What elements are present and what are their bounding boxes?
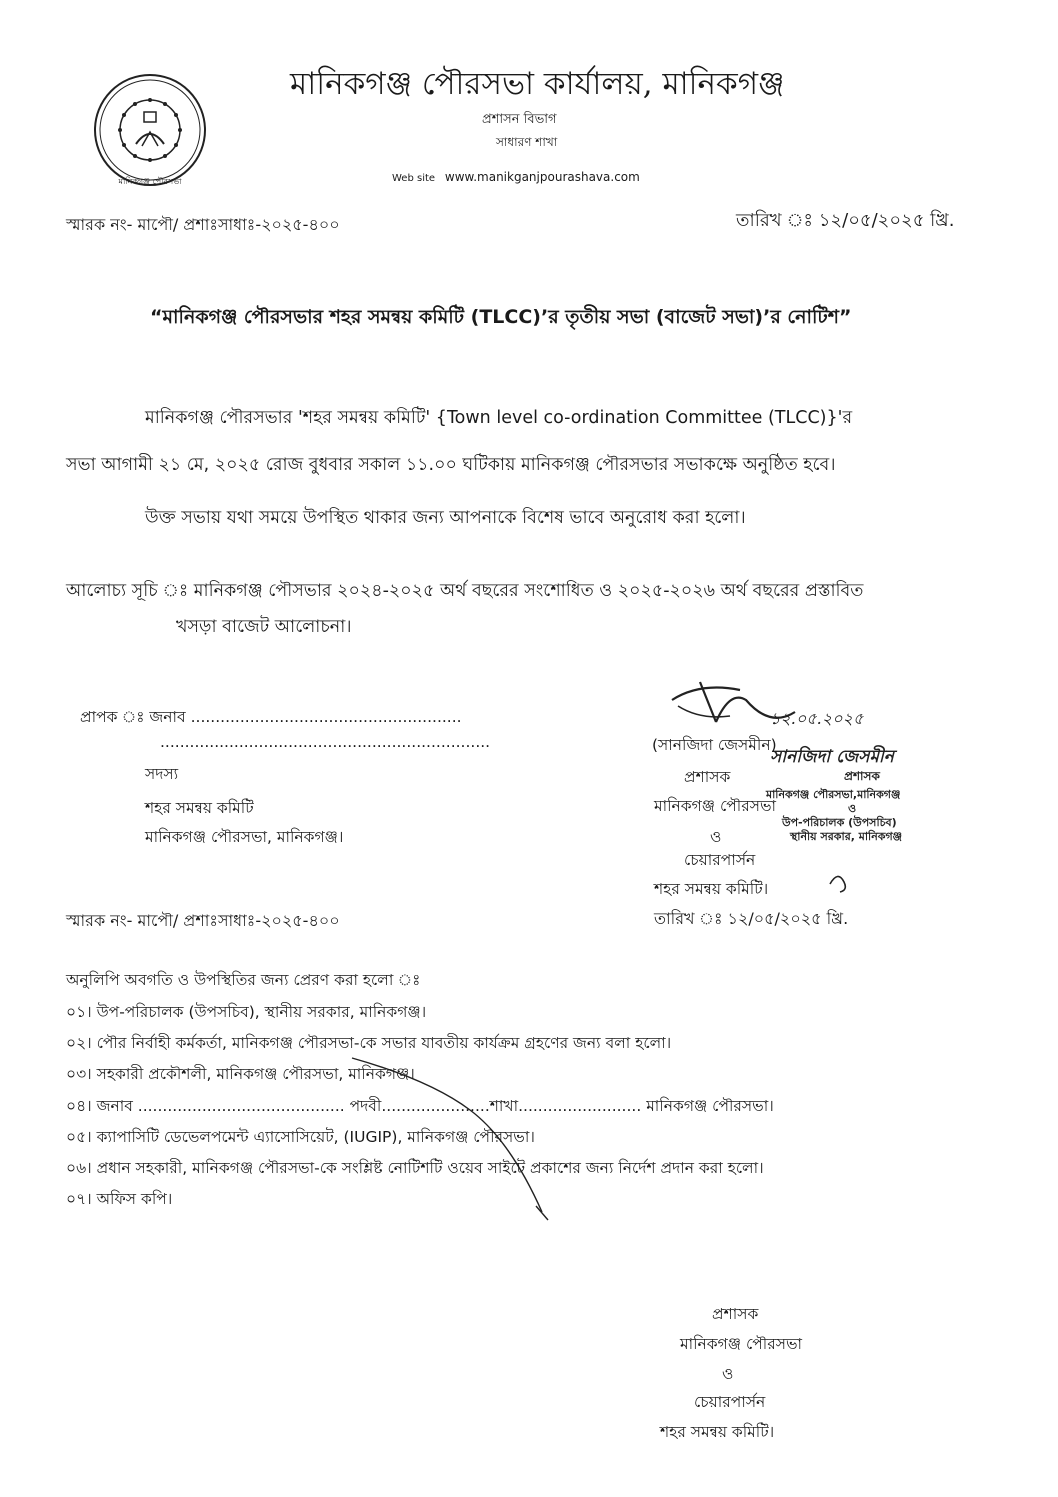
footer-office: মানিকগঞ্জ পৌরসভা — [680, 1335, 803, 1353]
copy-list-item: ০১। উপ-পরিচালক (উপসচিব), স্থানীয় সরকার, মানিকগঞ্জ। — [66, 1003, 427, 1021]
svg-text:মানিকগঞ্জ পৌরসভা: মানিকগঞ্জ পৌরসভা — [118, 177, 182, 186]
svg-text:উপ-পরিচালক (উপসচিব): উপ-পরিচালক (উপসচিব) — [782, 816, 897, 829]
recipient-office: মানিকগঞ্জ পৌরসভা, মানিকগঞ্জ। — [145, 828, 344, 846]
recipient-line-2: ................................................................... — [160, 733, 491, 751]
signatory-committee: শহর সমন্বয় কমিটি। — [654, 880, 769, 898]
notice-subject: “মানিকগঞ্জ পৌরসভার শহর সমন্বয় কমিটি (TLCC)’র তৃতীয় সভা (বাজেট সভা)’র নোটিশ” — [150, 306, 852, 328]
svg-text:মানিকগঞ্জ পৌরসভা,মানিকগঞ্জ: মানিকগঞ্জ পৌরসভা,মানিকগঞ্জ — [766, 788, 901, 801]
body-paragraph-1-line-1: মানিকগঞ্জ পৌরসভার 'শহর সমন্বয় কমিটি' {Town level co-ordination Committee (TLCC)}'র — [145, 408, 853, 428]
body-paragraph-2: উক্ত সভায় যথা সময়ে উপস্থিত থাকার জন্য আপনাকে বিশেষ ভাবে অনুরোধ করা হলো। — [145, 508, 746, 528]
signatory-role: চেয়ারপার্সন — [684, 851, 756, 869]
copy-list-item: ০২। পৌর নির্বাহী কর্মকর্তা, মানিকগঞ্জ পৌরসভা-কে সভার যাবতীয় কার্যক্রম গ্রহণের জন্য বলা হলো। — [66, 1034, 672, 1053]
copy-reference: স্মারক নং- মাপৌ/ প্রশাঃসাধাঃ-২০২৫-৪০০ — [66, 911, 340, 930]
recipient-committee: শহর সমন্বয় কমিটি — [145, 799, 254, 817]
copy-list-item: ০৩। সহকারী প্রকৌশলী, মানিকগঞ্জ পৌরসভা, মানিকগঞ্জ। — [66, 1065, 415, 1084]
svg-text:১২.০৫.২০২৫: ১২.০৫.২০২৫ — [770, 709, 864, 728]
svg-text:স্থানীয় সরকার, মানিকগঞ্জ: স্থানীয় সরকার, মানিকগঞ্জ — [790, 830, 903, 843]
copy-list-title: অনুলিপি অবগতি ও উপস্থিতির জন্য প্রেরণ করা হলো ঃ — [66, 971, 421, 989]
footer-conjunction: ও — [722, 1365, 734, 1383]
body-paragraph-1-line-2: সভা আগামী ২১ মে, ২০২৫ রোজ বুধবার সকাল ১১.০০ ঘটিকায় মানিকগঞ্জ পৌরসভার সভাকক্ষে অনুষ্ঠিত হবে। — [66, 455, 836, 475]
signatory-name: (সানজিদা জেসমীন) — [652, 736, 777, 754]
agenda-line-2: খসড়া বাজেট আলোচনা। — [176, 617, 352, 637]
website-label: Web site — [392, 173, 436, 184]
footer-committee: শহর সমন্বয় কমিটি। — [660, 1423, 775, 1441]
svg-text:প্রশাসক: প্রশাসক — [844, 769, 880, 783]
footer-title: প্রশাসক — [712, 1305, 759, 1323]
memo-date: তারিখ ঃ ১২/০৫/২০২৫ খ্রি. — [736, 210, 955, 231]
signatory-title: প্রশাসক — [684, 768, 731, 786]
copy-list-item: ০৫। ক্যাপাসিটি ডেভেলপমেন্ট এ্যাসোসিয়েট, (IUGIP), মানিকগঞ্জ পৌরসভা। — [66, 1127, 535, 1146]
footer-role: চেয়ারপার্সন — [694, 1393, 766, 1411]
copy-list-item: ০৭। অফিস কপি। — [66, 1190, 173, 1209]
copy-list-item: ০৪। জনাব .......................................... পদবী......................শাখা......................... মানিকগঞ্জ পৌরসভা। — [66, 1096, 774, 1115]
copy-date: তারিখ ঃ ১২/০৫/২০২৫ খ্রি. — [654, 909, 849, 928]
signatory-office: মানিকগঞ্জ পৌরসভা — [654, 797, 777, 815]
website-url: www.manikganjpourashava.com — [444, 170, 640, 184]
memo-reference: স্মারক নং- মাপৌ/ প্রশাঃসাধাঃ-২০২৫-৪০০ — [66, 215, 340, 234]
department-name: প্রশাসন বিভাগ — [482, 112, 557, 127]
recipient-line-1: প্রাপক ঃ জনাব ....................................................... — [80, 708, 462, 726]
svg-text:ও: ও — [848, 802, 857, 815]
recipient-designation: সদস্য — [145, 765, 179, 783]
copy-list-item: ০৬। প্রধান সহকারী, মানিকগঞ্জ পৌরসভা-কে সংশ্লিষ্ট নোটিশটি ওয়েব সাইটে প্রকাশের জন্য নির্দেশ প্রদান করা হলো। — [66, 1159, 764, 1178]
svg-text:সানজিদা জেসমীন: সানজিদা জেসমীন — [770, 747, 894, 767]
copy-list — [66, 997, 774, 1215]
branch-name: সাধারণ শাখা — [496, 135, 558, 149]
signatory-conjunction: ও — [710, 828, 722, 846]
office-title: মানিকগঞ্জ পৌরসভা কার্যালয়, মানিকগঞ্জ — [290, 66, 785, 102]
agenda-line-1: আলোচ্য সূচি ঃ মানিকগঞ্জ পৌসভার ২০২৪-২০২৫ অর্থ বছরের সংশোধিত ও ২০২৫-২০২৬ অর্থ বছরের প্রস্তাবিত — [66, 581, 864, 601]
